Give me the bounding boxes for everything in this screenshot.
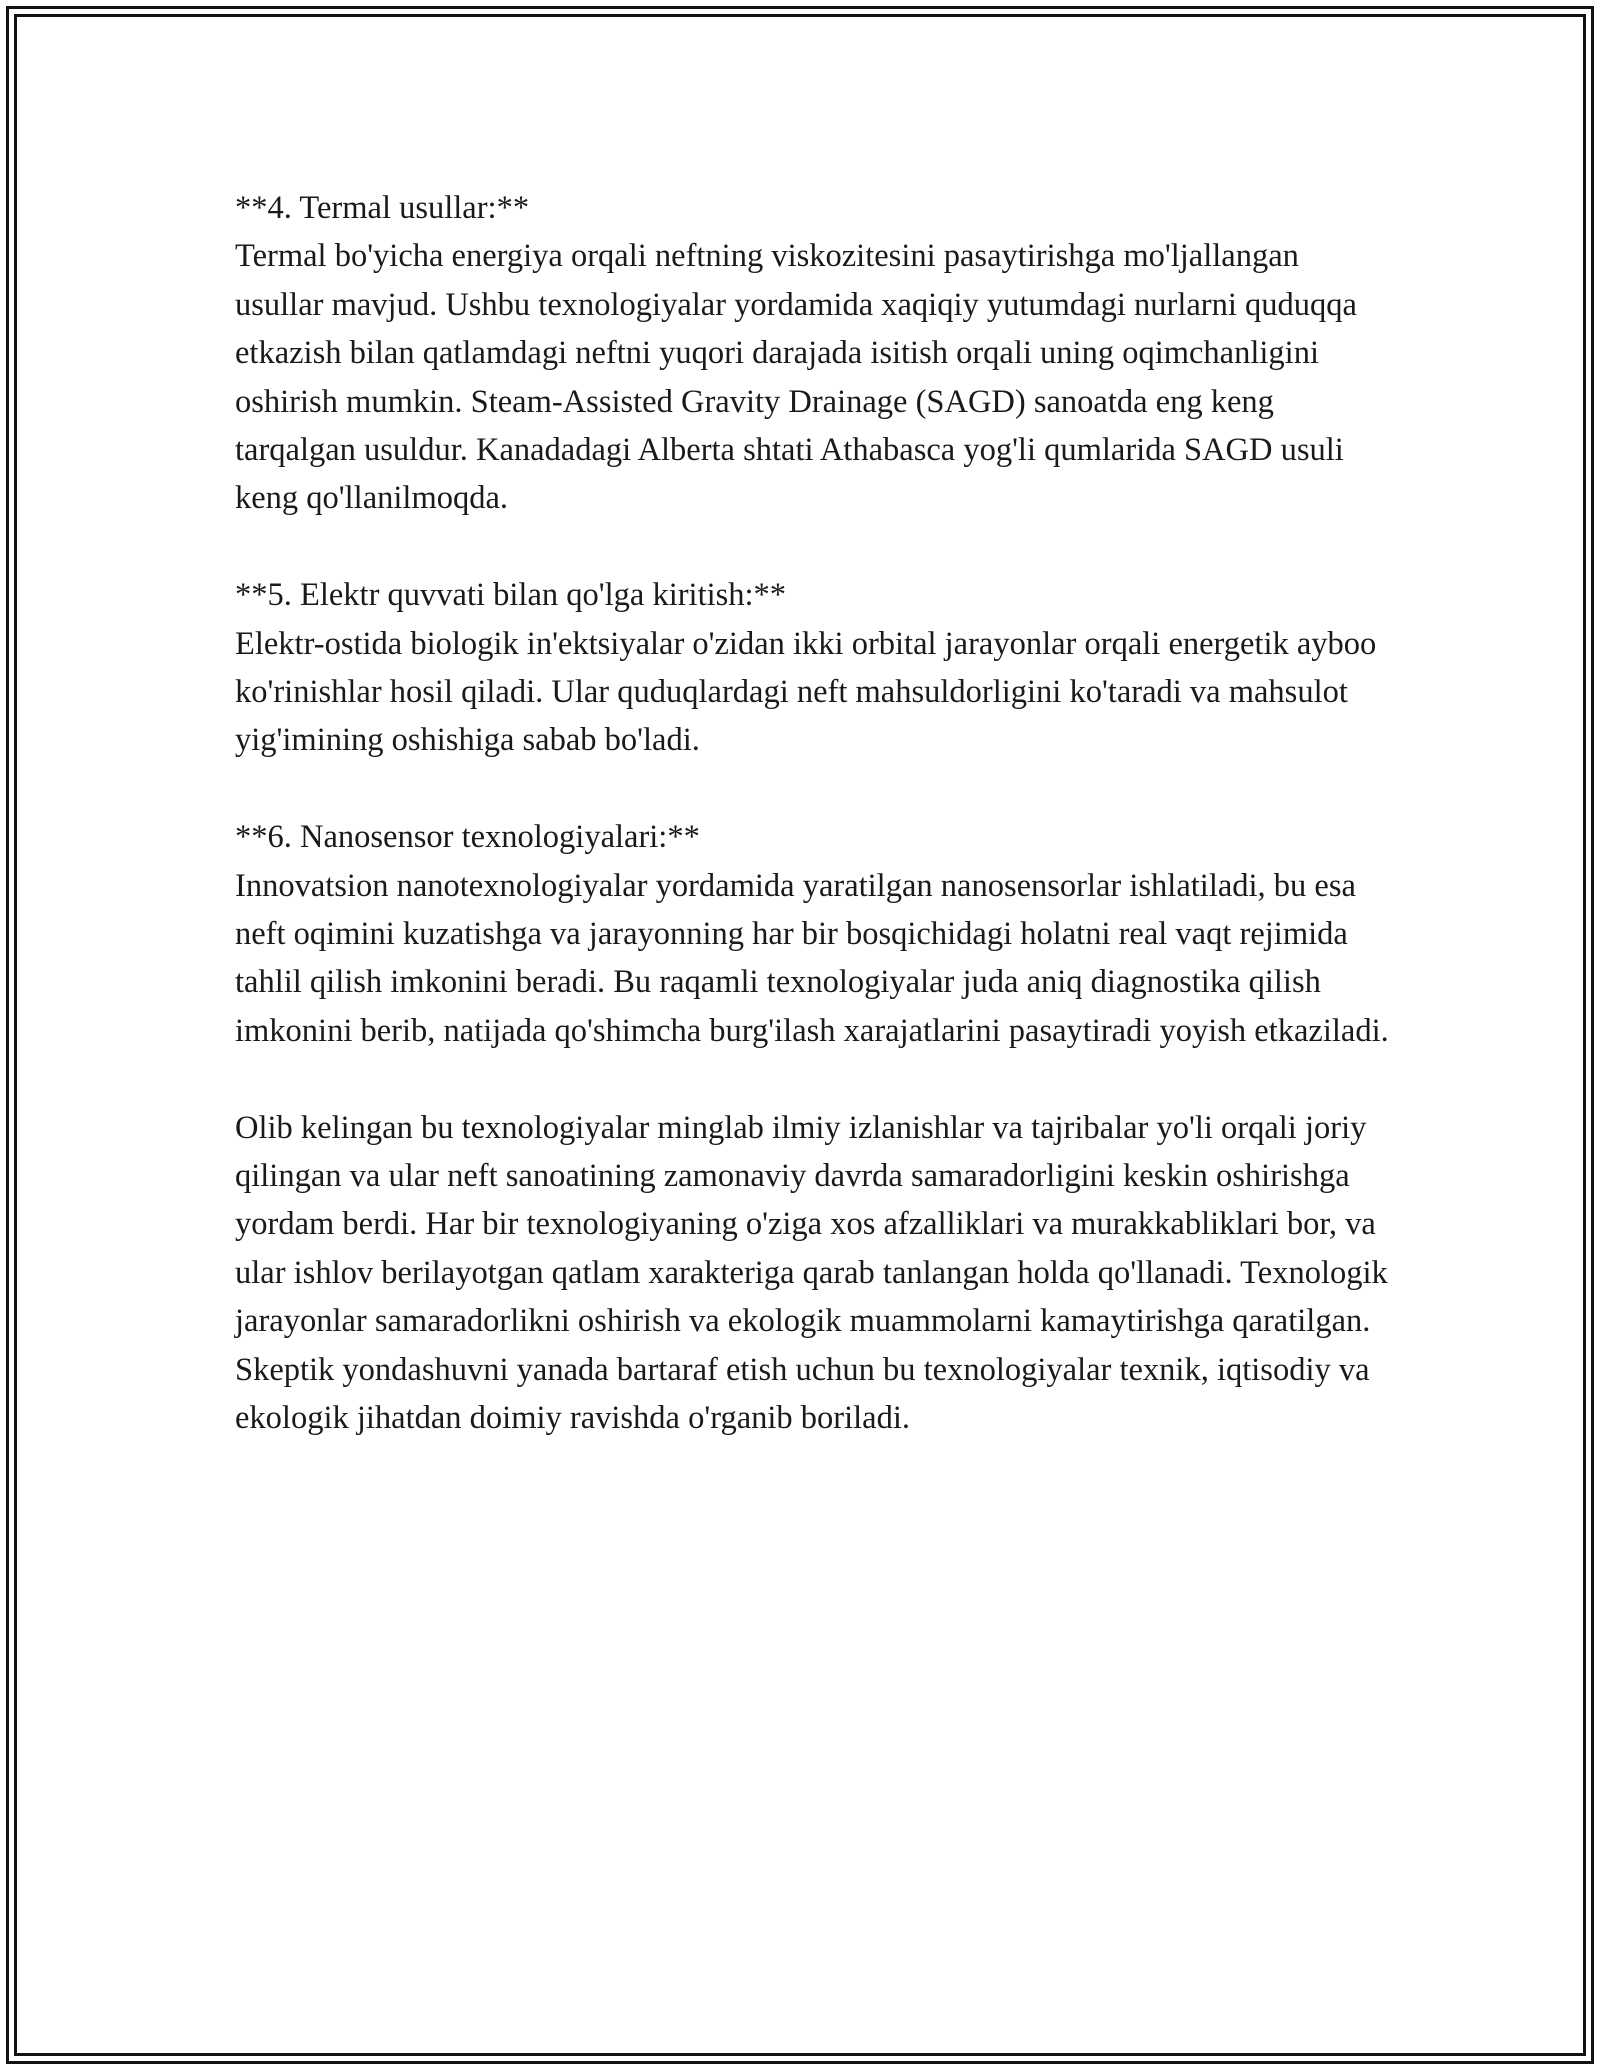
section-heading: **4. Termal usullar:** [235, 190, 530, 226]
section-paragraph: Elektr-ostida biologik in'ektsiyalar o'zidan ikki orbital jarayonlar orqali energetik ayboo ko'rinishlar hosil qiladi. Ular quduqlardagi neft mahsuldorligini ko'taradi va mahsulot yig'imining oshishiga sabab bo'ladi. [235, 625, 1377, 759]
section-thermal-methods [235, 184, 1395, 523]
section-conclusion [235, 1104, 1395, 1443]
document-body [235, 184, 1395, 1491]
section-heading: **6. Nanosensor texnologiyalari:** [235, 819, 700, 856]
section-electric-power [235, 571, 1395, 765]
section-heading: **5. Elektr quvvati bilan qo'lga kiritish:** [235, 577, 787, 614]
section-nanosensor [235, 813, 1395, 1055]
section-paragraph: Innovatsion nanotexnologiyalar yordamida yaratilgan nanosensorlar ishlatiladi, bu esa neft oqimini kuzatishga va jarayonning har bir bosqichidagi holatni real vaqt rejimida tahlil qilish imkonini beradi. Bu raqamli texnologiyalar juda aniq diagnostika qilish imkonini berib, natijada qo'shimcha burg'ilash xarajatlarini pasaytiradi yoyish etkaziladi. [235, 867, 1389, 1049]
section-paragraph: Termal bo'yicha energiya orqali neftning viskozitesini pasaytirishga mo'ljallangan usullar mavjud. Ushbu texnologiyalar yordamida xaqiqiy yutumdagi nurlarni quduqqa etkazish bilan qatlamdagi neftni yuqori darajada isitish orqali uning oqimchanligini oshirish mumkin. Steam-Assisted Gravity Drainage (SAGD) sanoatda eng keng tarqalgan usuldur. Kanadadagi Alberta shtati Athabasca yog'li qumlarida SAGD usuli keng qo'llanilmoqda. [235, 238, 1357, 517]
conclusion-paragraph: Olib kelingan bu texnologiyalar minglab ilmiy izlanishlar va tajribalar yo'li orqali joriy qilingan va ular neft sanoatining zamonaviy davrda samaradorligini keskin oshirishga yordam berdi. Har bir texnologiyaning o'ziga xos afzalliklari va murakkabliklari bor, va ular ishlov berilayotgan qatlam xarakteriga qarab tanlangan holda qo'llanadi. Texnologik jarayonlar samaradorlikni oshirish va ekologik muammolarni kamaytirishga qaratilgan. Skeptik yondashuvni yanada bartaraf etish uchun bu texnologiyalar texnik, iqtisodiy va ekologik jihatdan doimiy ravishda o'rganib boriladi. [235, 1109, 1388, 1437]
